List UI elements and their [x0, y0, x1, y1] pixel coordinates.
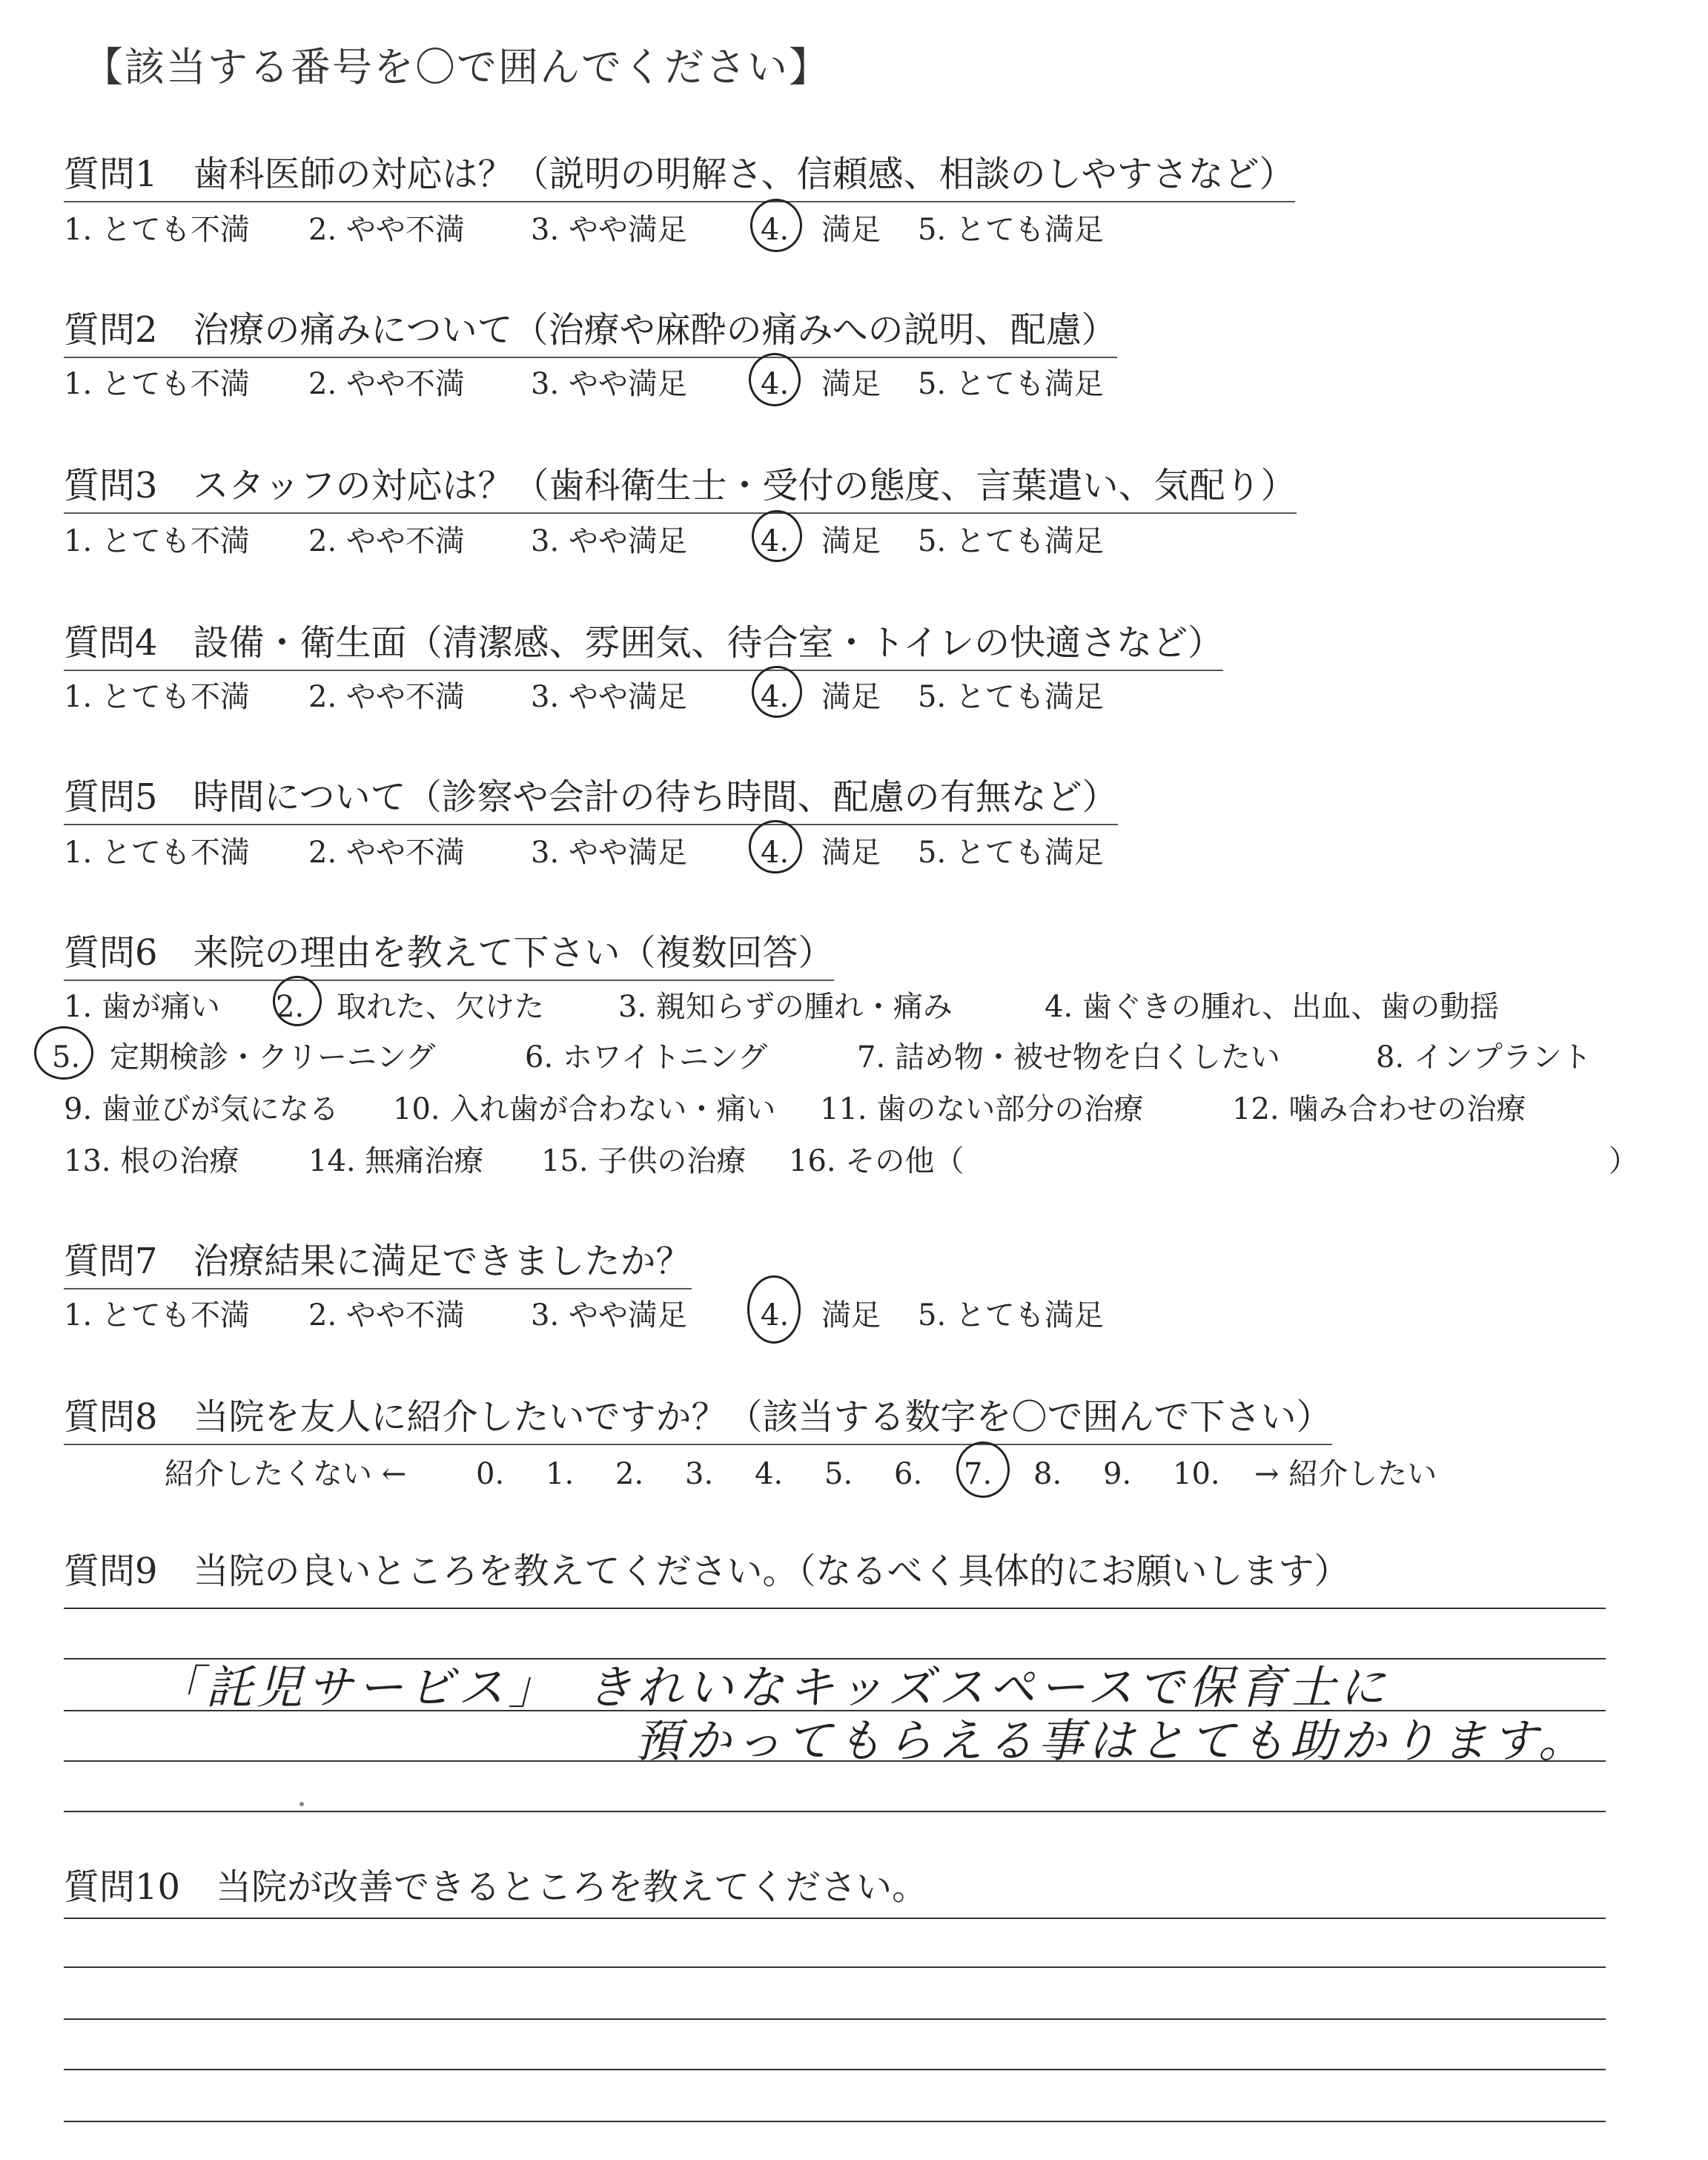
answer-circle — [749, 820, 802, 873]
scale-4[interactable]: 4. — [755, 1457, 784, 1491]
option-1[interactable]: 1. とても不満 — [64, 680, 250, 714]
page-title: 【該当する番号を〇で囲んでください】 — [83, 44, 830, 90]
reason-16[interactable]: 16. その他（ — [789, 1144, 964, 1178]
question-5-options — [64, 829, 1104, 871]
option-1[interactable]: 1. とても不満 — [64, 524, 250, 558]
reason-8[interactable]: 8. インプラント — [1376, 1040, 1592, 1074]
answer-circle — [956, 1441, 1010, 1498]
scale-1[interactable]: 1. — [546, 1457, 575, 1491]
answer-circle — [273, 976, 322, 1026]
handwritten-answer-line-2: 預かってもらえる事はとても助かります。 — [635, 1714, 1589, 1768]
scale-10[interactable]: 10. — [1173, 1457, 1220, 1491]
answer-line — [64, 1966, 1606, 1968]
recommend-scale — [165, 1450, 1437, 1493]
option-4[interactable]: 4. — [761, 1298, 790, 1332]
answer-circle — [34, 1026, 93, 1080]
option-4[interactable]: 4. — [761, 213, 790, 247]
question-8-heading: 質問8 当院を友人に紹介したいですか？（該当する数字を〇で囲んで下さい） — [64, 1388, 1332, 1445]
question-7-heading: 質問7 治療結果に満足できましたか？ — [64, 1232, 692, 1289]
option-2[interactable]: 2. やや不満 — [308, 836, 465, 870]
handwritten-answer-line-1: 「託児サービス」 きれいなキッズスペースで保育士に — [156, 1660, 1390, 1714]
question-9-heading: 質問9 当院の良いところを教えてください。（なるべく具体的にお願いします） — [64, 1550, 1350, 1592]
stray-mark — [299, 1802, 304, 1806]
reason-1[interactable]: 1. 歯が痛い — [64, 990, 220, 1024]
option-5[interactable]: 5. とても満足 — [918, 367, 1104, 401]
scale-9[interactable]: 9. — [1103, 1457, 1132, 1491]
option-5[interactable]: 5. とても満足 — [918, 524, 1104, 558]
question-4-heading: 質問4 設備・衛生面（清潔感、雰囲気、待合室・トイレの快適さなど） — [64, 614, 1223, 671]
option-3[interactable]: 3. やや満足 — [531, 213, 687, 247]
question-6-line-4 — [64, 1137, 1638, 1180]
question-7-options — [64, 1292, 1104, 1334]
scale-left-label: 紹介したくない ← — [165, 1457, 407, 1491]
reason-2-label: 取れた、欠けた — [337, 990, 544, 1024]
reason-16-close: ） — [1609, 1144, 1638, 1178]
option-1[interactable]: 1. とても不満 — [64, 213, 250, 247]
scale-3[interactable]: 3. — [685, 1457, 714, 1491]
option-2[interactable]: 2. やや不満 — [308, 213, 465, 247]
option-2[interactable]: 2. やや不満 — [308, 524, 465, 558]
question-5-heading: 質問5 時間について（診察や会計の待ち時間、配慮の有無など） — [64, 768, 1118, 825]
option-4[interactable]: 4. — [761, 524, 790, 558]
reason-9[interactable]: 9. 歯並びが気になる — [64, 1092, 339, 1126]
answer-circle — [752, 510, 802, 562]
reason-3[interactable]: 3. 親知らずの腫れ・痛み — [618, 990, 953, 1024]
option-4-label: 満足 — [821, 213, 881, 247]
reason-5-label: 定期検診・クリーニング — [110, 1040, 436, 1074]
option-2[interactable]: 2. やや不満 — [308, 367, 465, 401]
reason-14[interactable]: 14. 無痛治療 — [308, 1144, 484, 1178]
reason-13[interactable]: 13. 根の治療 — [64, 1144, 239, 1178]
option-4-label: 満足 — [821, 524, 881, 558]
question-1-heading: 質問1 歯科医師の対応は？（説明の明解さ、信頼感、相談のしやすさなど） — [64, 145, 1295, 202]
option-4-label: 満足 — [821, 367, 881, 401]
option-3[interactable]: 3. やや満足 — [531, 524, 687, 558]
option-3[interactable]: 3. やや満足 — [531, 1298, 687, 1332]
question-1-options — [64, 206, 1104, 248]
option-5[interactable]: 5. とても満足 — [918, 1298, 1104, 1332]
answer-circle — [747, 1275, 801, 1344]
question-2-options — [64, 360, 1104, 403]
answer-line — [64, 1918, 1606, 1919]
reason-12[interactable]: 12. 噛み合わせの治療 — [1232, 1092, 1526, 1126]
option-3[interactable]: 3. やや満足 — [531, 836, 687, 870]
question-6-line-3 — [64, 1086, 1526, 1128]
answer-circle — [752, 666, 802, 718]
reason-11[interactable]: 11. 歯のない部分の治療 — [820, 1092, 1144, 1126]
scale-6[interactable]: 6. — [894, 1457, 923, 1491]
reason-7[interactable]: 7. 詰め物・被せ物を白くしたい — [857, 1040, 1280, 1074]
reason-10[interactable]: 10. 入れ歯が合わない・痛い — [393, 1092, 776, 1126]
option-4[interactable]: 4. — [761, 367, 790, 401]
scale-2[interactable]: 2. — [615, 1457, 644, 1491]
option-5[interactable]: 5. とても満足 — [918, 213, 1104, 247]
scale-7[interactable]: 7. — [964, 1457, 993, 1491]
answer-line — [64, 1608, 1606, 1609]
option-5[interactable]: 5. とても満足 — [918, 680, 1104, 714]
option-1[interactable]: 1. とても不満 — [64, 1298, 250, 1332]
option-5[interactable]: 5. とても満足 — [918, 836, 1104, 870]
option-4[interactable]: 4. — [761, 680, 790, 714]
reason-2[interactable]: 2. — [276, 990, 305, 1024]
answer-line — [64, 2069, 1606, 2070]
reason-5[interactable]: 5. — [52, 1040, 81, 1074]
option-4-label: 満足 — [821, 680, 881, 714]
answer-line — [64, 2121, 1606, 2122]
question-10-heading: 質問10 当院が改善できるところを教えてください。 — [64, 1866, 928, 1908]
option-3[interactable]: 3. やや満足 — [531, 367, 687, 401]
option-1[interactable]: 1. とても不満 — [64, 367, 250, 401]
option-2[interactable]: 2. やや不満 — [308, 680, 465, 714]
question-3-options — [64, 518, 1104, 560]
answer-line — [64, 2018, 1606, 2020]
scale-right-label: → 紹介したい — [1254, 1457, 1437, 1491]
answer-circle — [750, 199, 802, 252]
scale-5[interactable]: 5. — [824, 1457, 853, 1491]
answer-line — [64, 1811, 1606, 1812]
option-1[interactable]: 1. とても不満 — [64, 836, 250, 870]
option-4-label: 満足 — [821, 1298, 881, 1332]
option-4-label: 満足 — [821, 836, 881, 870]
question-4-options — [64, 673, 1104, 716]
question-6-line-2 — [52, 1034, 1592, 1076]
scale-0[interactable]: 0. — [476, 1457, 505, 1491]
option-3[interactable]: 3. やや満足 — [531, 680, 687, 714]
answer-circle — [749, 353, 801, 406]
question-3-heading: 質問3 スタッフの対応は？（歯科衛生士・受付の態度、言葉遣い、気配り） — [64, 457, 1297, 514]
reason-15[interactable]: 15. 子供の治療 — [541, 1144, 747, 1178]
option-2[interactable]: 2. やや不満 — [308, 1298, 465, 1332]
reason-6[interactable]: 6. ホワイトニング — [525, 1040, 768, 1074]
question-2-heading: 質問2 治療の痛みについて（治療や麻酔の痛みへの説明、配慮） — [64, 301, 1117, 358]
reason-4[interactable]: 4. 歯ぐきの腫れ、出血、歯の動揺 — [1045, 990, 1500, 1024]
option-4[interactable]: 4. — [761, 836, 790, 870]
question-6-heading: 質問6 来院の理由を教えて下さい（複数回答） — [64, 924, 834, 981]
scale-8[interactable]: 8. — [1033, 1457, 1062, 1491]
